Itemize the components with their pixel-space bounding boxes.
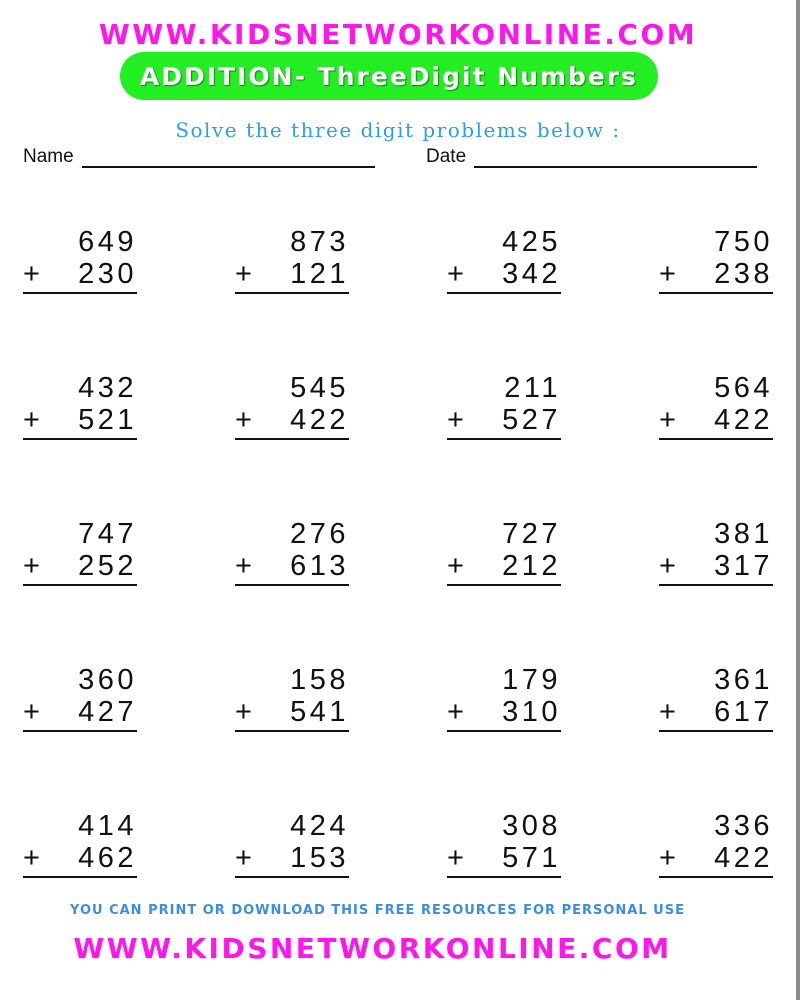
addend-top: 360 bbox=[78, 664, 137, 696]
addend-top: 276 bbox=[290, 518, 349, 550]
problem bbox=[659, 664, 773, 810]
addend-top: 545 bbox=[290, 372, 349, 404]
plus-sign: + bbox=[447, 696, 468, 728]
problem bbox=[659, 372, 773, 518]
problem bbox=[659, 518, 773, 664]
addend-top: 158 bbox=[290, 664, 349, 696]
addend-bottom: 613 bbox=[290, 550, 349, 582]
plus-sign: + bbox=[659, 842, 680, 874]
addend-bottom: 252 bbox=[78, 550, 137, 582]
addend-bottom-row bbox=[235, 258, 349, 294]
addend-bottom: 153 bbox=[290, 842, 349, 874]
problem bbox=[235, 664, 349, 810]
addend-bottom: 342 bbox=[502, 258, 561, 290]
plus-sign: + bbox=[235, 258, 256, 290]
addend-top: 747 bbox=[78, 518, 137, 550]
addend-bottom: 462 bbox=[78, 842, 137, 874]
addend-bottom: 238 bbox=[714, 258, 773, 290]
problem bbox=[23, 372, 137, 518]
addend-bottom-row bbox=[659, 842, 773, 878]
date-field[interactable] bbox=[426, 146, 757, 168]
problem bbox=[235, 226, 349, 372]
addend-bottom-row bbox=[23, 550, 137, 586]
addend-top: 361 bbox=[714, 664, 773, 696]
addend-bottom-row bbox=[235, 696, 349, 732]
plus-sign: + bbox=[235, 550, 256, 582]
addend-bottom-row bbox=[659, 696, 773, 732]
plus-sign: + bbox=[659, 258, 680, 290]
addend-bottom-row bbox=[447, 550, 561, 586]
addend-top: 425 bbox=[502, 226, 561, 258]
addend-bottom-row bbox=[235, 842, 349, 878]
plus-sign: + bbox=[659, 550, 680, 582]
addend-bottom-row bbox=[659, 258, 773, 294]
addend-bottom-row bbox=[659, 404, 773, 440]
addend-top: 336 bbox=[714, 810, 773, 842]
addend-bottom: 422 bbox=[714, 842, 773, 874]
addend-bottom-row bbox=[447, 404, 561, 440]
plus-sign: + bbox=[23, 696, 44, 728]
plus-sign: + bbox=[447, 842, 468, 874]
instructions: Solve the three digit problems below : bbox=[175, 118, 621, 142]
plus-sign: + bbox=[23, 258, 44, 290]
addend-bottom: 317 bbox=[714, 550, 773, 582]
problem bbox=[659, 226, 773, 372]
name-label: Name bbox=[23, 146, 74, 167]
plus-sign: + bbox=[235, 404, 256, 436]
addend-bottom: 527 bbox=[502, 404, 561, 436]
problem bbox=[447, 372, 561, 518]
addend-top: 727 bbox=[502, 518, 561, 550]
addend-bottom-row bbox=[235, 404, 349, 440]
addend-top: 750 bbox=[714, 226, 773, 258]
title-banner bbox=[120, 52, 658, 100]
addend-bottom-row bbox=[235, 550, 349, 586]
name-field[interactable] bbox=[23, 146, 375, 168]
plus-sign: + bbox=[447, 550, 468, 582]
addend-top: 179 bbox=[502, 664, 561, 696]
plus-sign: + bbox=[23, 550, 44, 582]
addend-top: 873 bbox=[290, 226, 349, 258]
problem bbox=[447, 664, 561, 810]
addend-top: 432 bbox=[78, 372, 137, 404]
addend-top: 414 bbox=[78, 810, 137, 842]
worksheet-title: ADDITION- ThreeDigit Numbers bbox=[139, 61, 639, 91]
date-line[interactable] bbox=[474, 148, 757, 168]
plus-sign: + bbox=[23, 842, 44, 874]
plus-sign: + bbox=[659, 404, 680, 436]
addend-bottom: 422 bbox=[714, 404, 773, 436]
plus-sign: + bbox=[447, 404, 468, 436]
addend-top: 381 bbox=[714, 518, 773, 550]
addend-bottom-row bbox=[23, 696, 137, 732]
addend-bottom-row bbox=[447, 258, 561, 294]
plus-sign: + bbox=[235, 842, 256, 874]
footer-note: YOU CAN PRINT OR DOWNLOAD THIS FREE RESOURCES FOR PERSONAL USE bbox=[70, 903, 685, 918]
addend-top: 649 bbox=[78, 226, 137, 258]
addend-top: 308 bbox=[502, 810, 561, 842]
addend-bottom-row bbox=[23, 842, 137, 878]
problem bbox=[447, 518, 561, 664]
addend-bottom: 571 bbox=[502, 842, 561, 874]
problem bbox=[23, 226, 137, 372]
addend-bottom: 212 bbox=[502, 550, 561, 582]
problem bbox=[235, 518, 349, 664]
addend-bottom: 310 bbox=[502, 696, 561, 728]
addend-top: 424 bbox=[290, 810, 349, 842]
addend-bottom-row bbox=[447, 696, 561, 732]
addend-bottom: 617 bbox=[714, 696, 773, 728]
addend-top: 211 bbox=[504, 372, 561, 404]
addend-bottom: 230 bbox=[78, 258, 137, 290]
plus-sign: + bbox=[447, 258, 468, 290]
addend-bottom: 521 bbox=[78, 404, 137, 436]
name-line[interactable] bbox=[82, 148, 375, 168]
addend-bottom-row bbox=[659, 550, 773, 586]
addend-bottom-row bbox=[23, 404, 137, 440]
addend-bottom: 121 bbox=[290, 258, 349, 290]
problem bbox=[447, 226, 561, 372]
problems-grid bbox=[0, 226, 800, 956]
problem bbox=[23, 664, 137, 810]
addend-bottom-row bbox=[23, 258, 137, 294]
problem bbox=[235, 372, 349, 518]
plus-sign: + bbox=[659, 696, 680, 728]
site-header: WWW.KIDSNETWORKONLINE.COM bbox=[98, 18, 698, 51]
plus-sign: + bbox=[235, 696, 256, 728]
addend-bottom-row bbox=[447, 842, 561, 878]
addend-bottom: 427 bbox=[78, 696, 137, 728]
addend-top: 564 bbox=[714, 372, 773, 404]
addend-bottom: 541 bbox=[290, 696, 349, 728]
date-label: Date bbox=[426, 146, 467, 167]
plus-sign: + bbox=[23, 404, 44, 436]
addend-bottom: 422 bbox=[290, 404, 349, 436]
problem bbox=[23, 518, 137, 664]
site-footer: WWW.KIDSNETWORKONLINE.COM bbox=[73, 932, 672, 965]
